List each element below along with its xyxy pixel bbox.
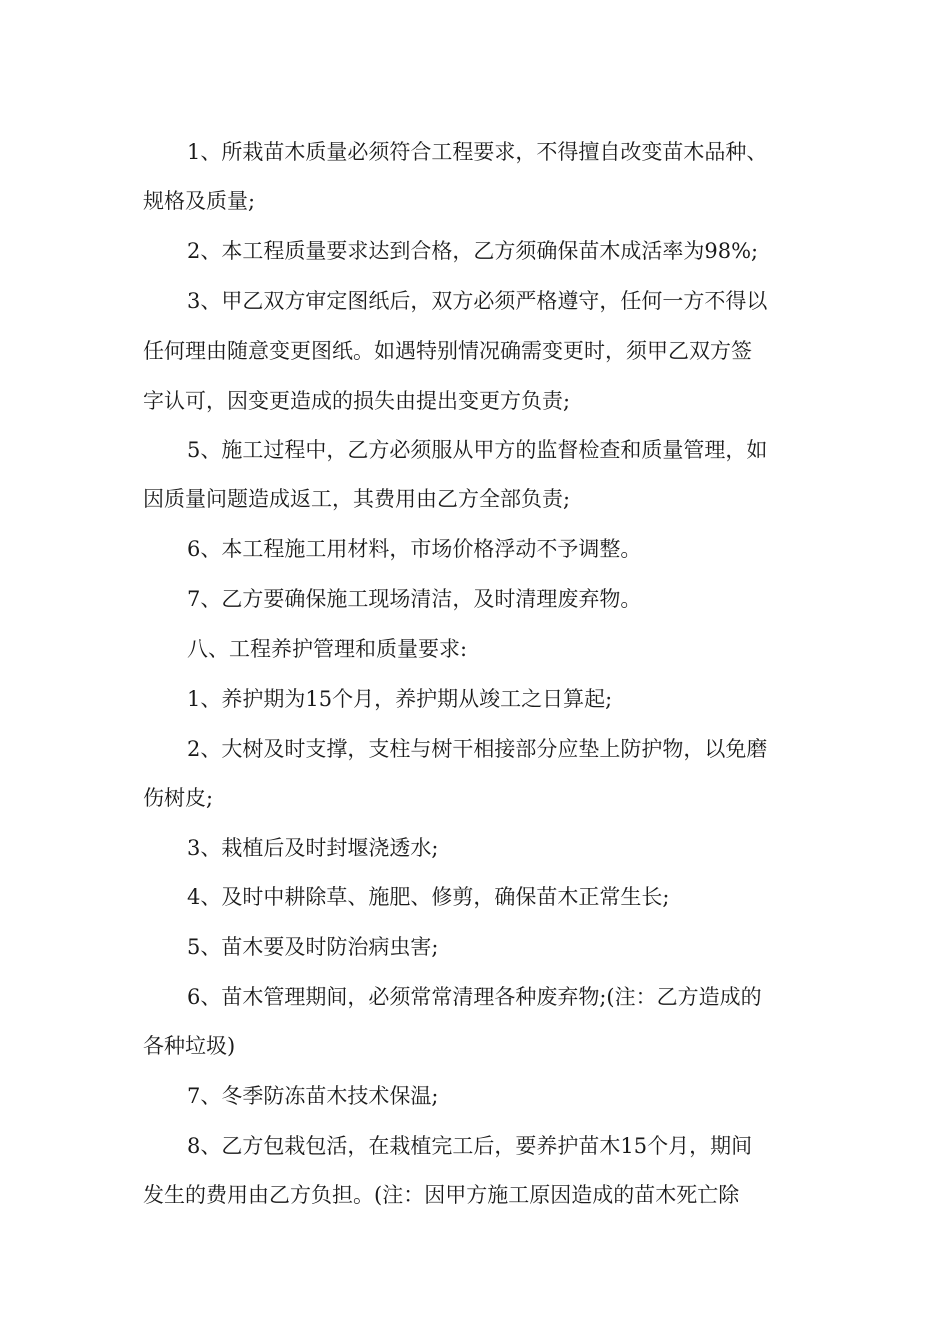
text-line: 规格及质量; [143,189,256,213]
text-line: 4、及时中耕除草、施肥、修剪，确保苗木正常生长; [187,885,670,909]
text-line: 3、甲乙双方审定图纸后，双方必须严格遵守，任何一方不得以 [187,289,768,313]
text-line: 5、施工过程中，乙方必须服从甲方的监督检查和质量管理，如 [187,438,768,462]
text-line: 任何理由随意变更图纸。如遇特别情况确需变更时，须甲乙双方签 [143,339,752,363]
text-line: 1、所栽苗木质量必须符合工程要求，不得擅自改变苗木品种、 [187,140,768,164]
text-line: 7、乙方要确保施工现场清洁，及时清理废弃物。 [187,587,642,611]
text-line: 各种垃圾) [143,1034,236,1058]
text-line: 6、苗木管理期间，必须常常清理各种废弃物;(注：乙方造成的 [187,985,762,1009]
text-line: 6、本工程施工用材料，市场价格浮动不予调整。 [187,537,642,561]
text-line: 因质量问题造成返工，其费用由乙方全部负责; [143,487,571,511]
text-line: 5、苗木要及时防治病虫害; [187,935,439,959]
text-line: 2、大树及时支撑，支柱与树干相接部分应垫上防护物，以免磨 [187,737,768,761]
text-line: 伤树皮; [143,786,214,810]
text-line: 发生的费用由乙方负担。(注：因甲方施工原因造成的苗木死亡除 [143,1183,740,1207]
text-line: 1、养护期为15个月，养护期从竣工之日算起; [187,687,613,711]
text-line: 7、冬季防冻苗木技术保温; [187,1084,439,1108]
text-line: 3、栽植后及时封堰浇透水; [187,836,439,860]
text-line: 字认可，因变更造成的损失由提出变更方负责; [143,389,571,413]
section-heading: 八、工程养护管理和质量要求: [187,637,468,661]
text-line: 8、乙方包栽包活，在栽植完工后，要养护苗木15个月，期间 [187,1134,753,1158]
text-line: 2、本工程质量要求达到合格，乙方须确保苗木成活率为98%; [187,239,759,263]
